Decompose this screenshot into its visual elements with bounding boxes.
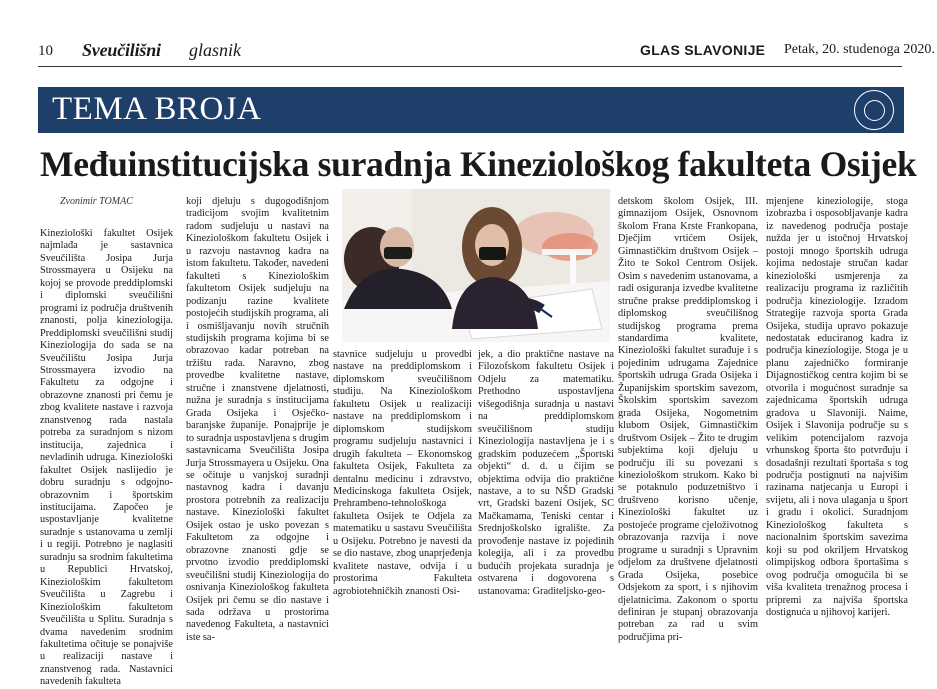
article-column-3: stavnice sudjeluju u provedbi nastave na preddiplomskom i diplomskom sveučilišnom studiju. Na Kineziološkom fakultetu Osijek u realizaciji nastave na preddiplomskom i diplomskom studijskom programu sudjeluju nastavnici i drugih fakulteta – Ekonomskog fakulteta Osijek, Fakulteta za dentalnu medicinu i zdravstvo, Medicinskoga fakulteta Osijek, Prehrambeno-tehnološkoga fakulteta Osijek te Odjela za matematiku u sastavu Sveučilišta u Osijeku. Potrebno je navesti da se dio nastave, zbog unaprjeđenja kvalitete nastave, odvija i u prostorima Fakulteta agrobiotehničkih znanosti Osi- (333, 349, 472, 597)
issue-date: Petak, 20. studenoga 2020. (784, 42, 935, 57)
article-column-6: mjenjene kineziologije, stoga izobrazba i osposobljavanje kadra iz navedenog područja postaje nužda jer u istočnoj Hrvatskoj postoji mnogo športskih udruga kojima nedostaje stručan kadar kineziološki usmjerenja za realizaciju programa iz različitih područja kineziologije. Izradom Strategije razvoja sporta Grada Osijeka, studija upravo pokazuje nedostatak educiranog kadra iz područja kineziologije. Stoga je u planu zajedničko formiranje Dijagnostičkog centra kojim bi se otvorila i mogućnost suradnje sa zajednicama športskih udruga gradova u Slavoniji. Naime, Osijek i Slavonija područje su s velikim potencijalom razvoja vrhunskog športa što potvrđuju i dosadašnji rezultati športaša s tog područja postignuti na najvišim razinama natjecanja u Europi i svijetu, ali i nova ulaganja u šport i gradu i okolici. Suradnjom Kineziološkog fakulteta s nacionalnim športskim savezima koji su pod okriljem Hrvatskog olimpijskog odbora športašima s ovog područja omogućila bi se viša kvaliteta trenažnog procesa i pripremi za najviša športska dostignuća u njihovoj karijeri. (766, 196, 908, 618)
section-banner (38, 87, 904, 133)
publication-subtitle: glasnik (189, 40, 241, 60)
article-column-5: detskom školom Osijek, III. gimnazijom Osijek, Osnovnom školom Frana Krste Frankopana, Dječjim vrtićem Osijek, Gimnastičkim društvom Osijek – Žito te Sokol Centrom Osijek. Osim s navedenim ustanovama, a radi osiguranja izvedbe kvalitetne stručne prakse preddiplomskog i diplomskog sveučilišnog studijskog programa prema standardima kvalitete, Kineziološki fakultet surađuje i s pojedinim udrugama Zajednice športskih udruga Grada Osijeka i Županijskim sportskim savezom, Školskim sportskim savezom grada Osijeka, Nogometnim klubom Osijek, Gimnastičkim društvom Osijek – Žito te drugim subjektima koji djeluju u području ili su povezani s kineziološkom strukom. Kako bi se potaknulo poduzetništvo i društveno korisno učenje, Kineziološki fakultet uz postojeće programe cjeloživotnog obrazovanja razvija i nove programe u suradnji s Upravnim odjelom za društvene djelatnosti Grada Osijeka, posebice Odsjekom za sport, i s njihovim djelatnicima. Zakonom o sportu definiran je stupanj obrazovanja potreban za rad u svim područjima pri- (618, 196, 758, 643)
newspaper-name: GLAS SLAVONIJE (640, 42, 766, 58)
article-column-2: koji djeluju s dugogodišnjom tradicijom svojim kvalitetnim radom sudjeluju u nastavi na Kineziološkom fakultetu Osijek i u razvoju nastavnog kadra na istom fakultetu. Također, navedeni fakulteti s Kineziološkim fakultetom Osijek sudjeluju na podizanju razine kvalitete postojećih studijskih programa, ali i osmišljavanju novih stručnih studijskih programa kojima bi se obrazovao kadar potreban na tržištu rada. Naravno, zbog provedbe kvalitetne nastave, stručne i znanstvene djelatnosti, nužna je suradnja s institucijama Grada Osijeka i Osječko-baranjske županije. Ponajprije je to suradnja uspostavljena s drugim sastavnicama Sveučilišta Josipa Jurja Strossmayera u Osijeku. Ona se očituje u vanjskoj suradnji nastavnog kadra i davanju prostora potrebnih za realizaciju nastave. Kineziološki fakultet Osijek ostao je usko povezan s Fakultetom za odgojne i obrazovne znanosti gdje se prvotno izvodio preddiplomski sveučilišni studij Kineziologija do osnivanja Kineziološkog fakulteta Osijek pri čemu se dio nastave i sada održava u prostorima navedenog Fakulteta, a nastavnici iste sa- (186, 196, 329, 643)
article-author: Zvonimir TOMAC (60, 196, 133, 207)
article-photo (342, 189, 610, 342)
header-rule (38, 66, 902, 67)
section-label: TEMA BROJA (52, 91, 262, 127)
university-seal-icon (854, 90, 894, 130)
article-column-1: Kineziološki fakultet Osijek najmlađa je sastavnica Sveučilišta Josipa Jurja Strossmayera u Osijeku na kojoj se provode preddiplomski i diplomski sveučilišni programi iz područja društvenih znanosti, polja kineziologija. Preddiplomski sveučilišni studij Kineziologija do sada se na Sveučilištu Josipa Jurja Strossmayera izvodio na Fakultetu za odgojne i obrazovne znanosti pri čemu je zbog kvalitete nastave i razvoja znanstvenog rada nastala potreba za suradnjom s nizom institucija, zajednica i nevladinih udruga. Kineziološki fakultet Osijek naslijedio je dobru suradnju s odgojno-obrazovnim i športskim institucijama. Započeo je uspostavljanje kvalitetne suradnje s ustanovama u zemlji i u regiji. Potrebno je naglasiti suradnju sa srodnim fakultetima u Republici Hrvatskoj, Kineziološkim fakultetom Sveučilišta u Zagrebu i Kineziološkim fakultetom Sveučilišta u Splitu. Suradnja s dvama navedenim srodnim fakultetima očituje se ponajviše u realizaciji nastave i znanstvenog rada. Nastavnici navedenih fakulteta (40, 228, 173, 688)
article-column-4: jek, a dio praktične nastave na Filozofskom fakultetu Osijek i Odjelu za matematiku. Prethodno uspostavljena višegodišnja suradnja u nastavi na preddiplomskom sveučilišnom studiju Kineziologija nastavljena je i s gradskim poduzećem „Športski objekti“ d. d. u čijim se objektima odvija dio praktične nastave, a to su NŠD Gradski vrt, Gradski bazeni Osijek, SC Mačkamama, Teniski centar i Srednjoškolsko igralište. Za provođenje nastave iz pojedinih kolegija, ali i za provedbu budućih projekata suradnja je ostvarena i dogovorena s ustanovama: Graditeljsko-geo- (478, 349, 614, 597)
photo-illustration (342, 189, 610, 342)
publication-name: Sveučilišni (82, 40, 161, 60)
page-number: 10 (38, 43, 53, 59)
article-headline: Međuinstitucijska suradnja Kineziološkog fakulteta Osijek (40, 144, 917, 184)
page-header (0, 0, 937, 70)
